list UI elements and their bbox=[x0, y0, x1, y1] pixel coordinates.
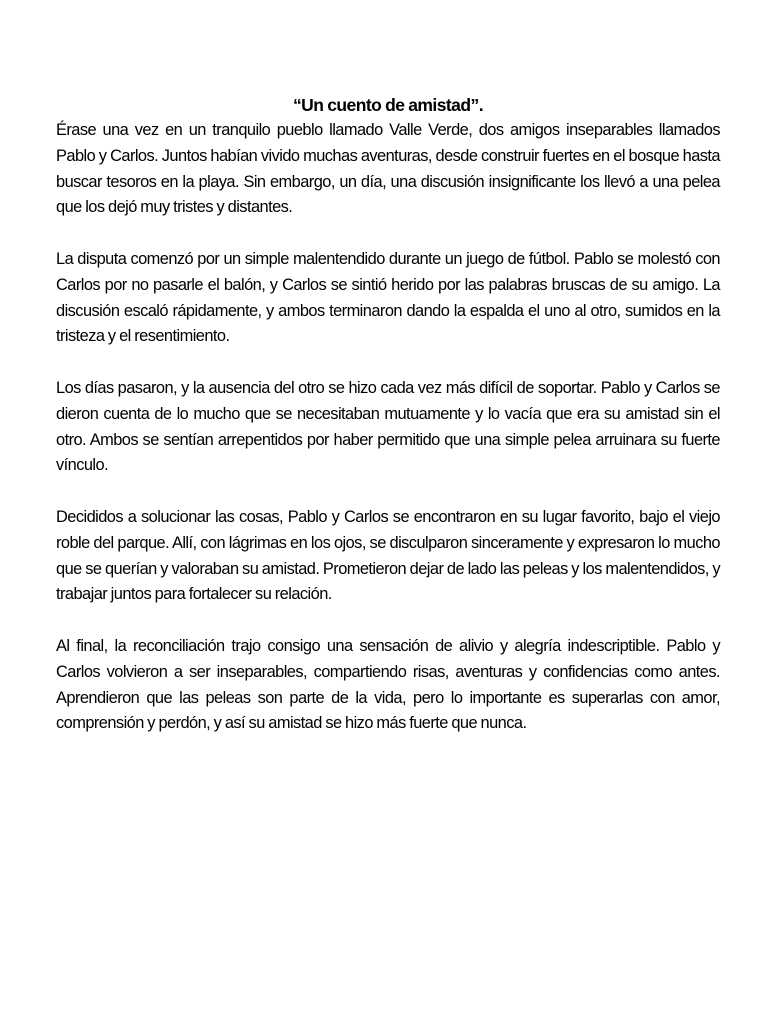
paragraph-4: Decididos a solucionar las cosas, Pablo y Carlos se encontraron en su lugar favorito, bajo el viejo roble del parque. Allí, con lágrimas en los ojos, se disculparon sinceramente y expresaron lo mucho que se querían y valoraban su amistad. Prometieron dejar de lado las peleas y los malentendidos, y trabajar juntos para fortalecer su relación. bbox=[56, 507, 720, 604]
paragraph-1: Érase una vez en un tranquilo pueblo llamado Valle Verde, dos amigos inseparables llamados Pablo y Carlos. Juntos habían vivido muchas aventuras, desde construir fuertes en el bosque hasta buscar tesoros en la playa. Sin embargo, un día, una discusión insignificante los llevó a una pelea que los dejó muy tristes y distantes. bbox=[56, 121, 720, 217]
document-title: “Un cuento de amistad”. bbox=[292, 95, 484, 115]
document-page bbox=[56, 92, 720, 763]
paragraph-5: Al final, la reconciliación trajo consigo una sensación de alivio y alegría indescriptible. Pablo y Carlos volvieron a ser inseparables, compartiendo risas, aventuras y confidencias como antes. Aprendieron que las peleas son parte de la vida, pero lo importante es superarlas con amor, comprensión y perdón, y así su amistad se hizo más fuerte que nunca. bbox=[56, 636, 720, 733]
paragraph-3: Los días pasaron, y la ausencia del otro se hizo cada vez más difícil de soportar. Pablo y Carlos se dieron cuenta de lo mucho que se necesitaban mutuamente y lo vacía que era su amistad sin el otro. Ambos se sentían arrepentidos por haber permitido que una simple pelea arruinara su fuerte vínculo. bbox=[56, 378, 720, 475]
paragraph-2: La disputa comenzó por un simple malentendido durante un juego de fútbol. Pablo se molestó con Carlos por no pasarle el balón, y Carlos se sintió herido por las palabras bruscas de su amigo. La discusión escaló rápidamente, y ambos terminaron dando la espalda el uno al otro, sumidos en la tristeza y el resentimiento. bbox=[56, 249, 720, 346]
